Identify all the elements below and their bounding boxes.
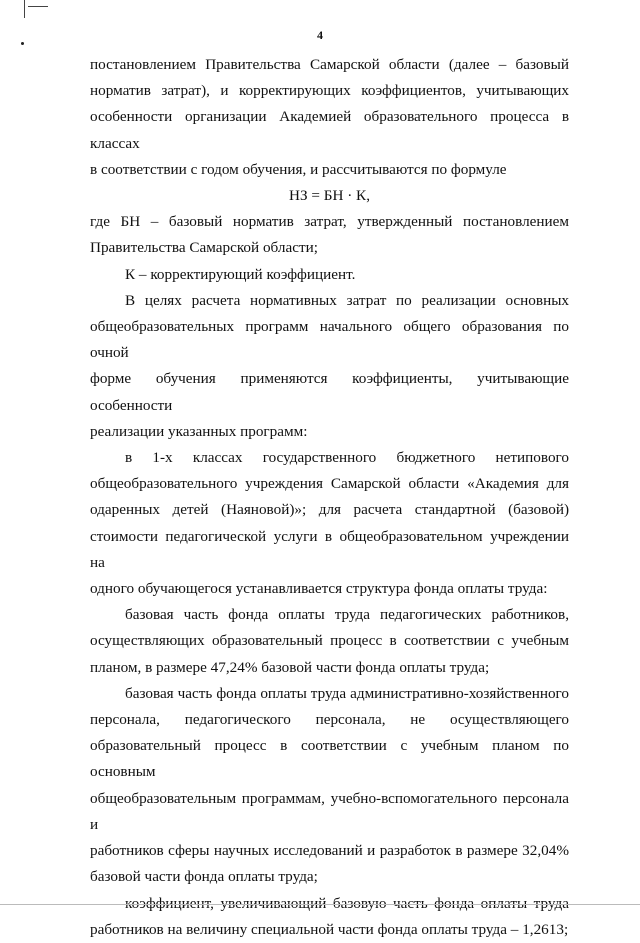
formula: НЗ = БН · К, [288, 187, 370, 205]
text-line: К – корректирующий коэффициент. [125, 265, 356, 283]
text-line: общеобразовательным программам, учебно-вспомогательного персонала и [90, 789, 569, 833]
text-line: базовой части фонда оплаты труда; [90, 868, 318, 886]
text-line: персонала, педагогического персонала, не осуществляющего [90, 711, 569, 729]
text-line: стоимости педагогической услуги в общеобразовательном учреждении на [90, 527, 569, 571]
text-line: реализации указанных программ: [90, 422, 308, 440]
text-line: В целях расчета нормативных затрат по реализации основных [125, 291, 569, 309]
text-line: постановлением Правительства Самарской области (далее – базовый [90, 56, 569, 73]
text-line: общеобразовательного учреждения Самарской области «Академия для [90, 475, 569, 493]
text-line: норматив затрат), и корректирующих коэффициентов, учитывающих [90, 82, 569, 100]
text-line: коэффициент, увеличивающий базовую часть фонда оплаты труда [125, 894, 569, 912]
text-line: где БН – базовый норматив затрат, утвержденный постановлением [90, 213, 569, 231]
scan-edge-mark-vertical [24, 0, 25, 18]
text-line: образовательный процесс в соответствии с учебным планом по основным [90, 737, 569, 781]
text-line: форме обучения применяются коэффициенты, учитывающие особенности [90, 370, 569, 414]
text-line: осуществляющих образовательный процесс в соответствии с учебным [90, 632, 569, 650]
page-number: 4 [317, 28, 323, 42]
text-line: базовая часть фонда оплаты труда педагогических работников, [125, 606, 569, 624]
text-line: в 1-х классах государственного бюджетного нетипового [125, 449, 569, 467]
text-line: одаренных детей (Наяновой)»; для расчета стандартной (базовой) [90, 501, 569, 519]
text-line: базовая часть фонда оплаты труда административно-хозяйственного [125, 684, 569, 702]
text-line: работников сферы научных исследований и разработок в размере 32,04% [90, 842, 569, 860]
text-line: в соответствии с годом обучения, и рассчитываются по формуле [90, 160, 507, 178]
text-line: Правительства Самарской области; [90, 239, 318, 257]
text-line: планом, в размере 47,24% базовой части фонда оплаты труда; [90, 658, 490, 676]
text-line: особенности организации Академией образовательного процесса в классах [90, 108, 569, 152]
scan-edge-mark [28, 6, 48, 7]
text-line: работников на величину специальной части фонда оплаты труда – 1,2613; [90, 920, 569, 938]
text-line: общеобразовательных программ начального общего образования по очной [90, 318, 569, 362]
document-body [90, 52, 569, 943]
text-line: одного обучающегося устанавливается структура фонда оплаты труда: [90, 580, 548, 598]
